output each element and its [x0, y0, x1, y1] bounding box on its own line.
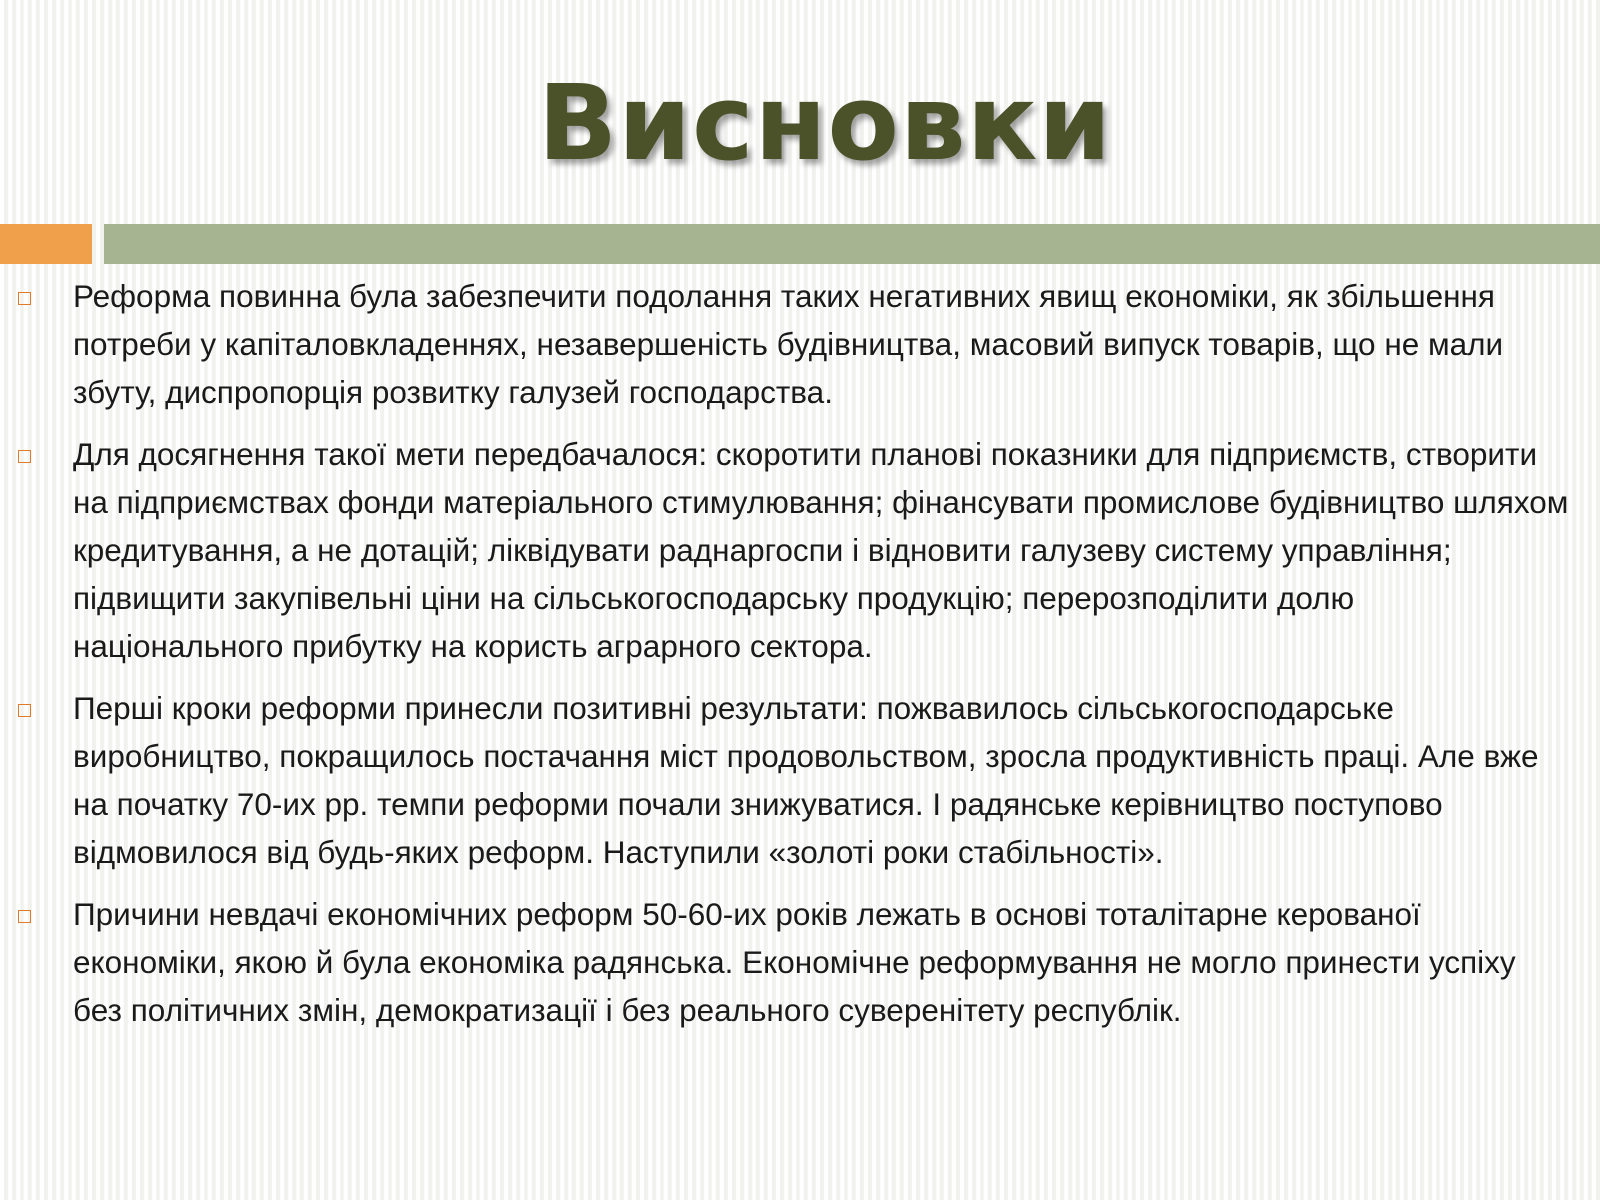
hollow-square-bullet-icon	[18, 704, 31, 717]
hollow-square-bullet-icon	[18, 292, 31, 305]
hollow-square-bullet-icon	[18, 910, 31, 923]
hollow-square-bullet-icon	[18, 450, 31, 463]
bullet-item	[0, 272, 1600, 416]
title-divider-bar	[104, 224, 1600, 264]
bullet-text: Для досягнення такої мети передбачалося: скоротити планові показники для підприємств, створити на підприємствах фонди матеріального стимулювання; фінансувати промислове будівництво шляхом кредитування, а не дотацій; ліквідувати раднаргоспи і відновити галузеву систему управління; підвищити закупівельні ціни на сільськогосподарську продукцію; перерозподілити долю національного прибутку на користь аграрного сектора.	[73, 436, 1569, 664]
slide-content	[0, 272, 1600, 1200]
title-accent-bar	[0, 224, 92, 264]
bullet-item	[0, 684, 1600, 876]
bullet-text: Реформа повинна була забезпечити подолання таких негативних явищ економіки, як збільшення потреби у капіталовкладеннях, незавершеність будівництва, масовий випуск товарів, що не мали збуту, диспропорція розвитку галузей господарства.	[73, 278, 1504, 410]
slide-title: Висновки	[537, 62, 1113, 184]
bullet-item	[0, 430, 1600, 670]
bullet-text: Перші кроки реформи принесли позитивні результати: пожвавилось сільськогосподарське виробництво, покращилось постачання міст продовольством, зросла продуктивність праці. Але вже на початку 70-их рр. темпи реформи почали знижуватися. І радянське керівництво поступово відмовилося від будь-яких реформ. Наступили «золоті роки стабільності».	[73, 690, 1539, 870]
bullet-item	[0, 890, 1600, 1034]
bullet-text: Причини невдачі економічних реформ 50-60-их років лежать в основі тоталітарне керованої економіки, якою й була економіка радянська. Економічне реформування не могло принести успіху без політичних змін, демократизації і без реального суверенітету республік.	[73, 896, 1516, 1028]
